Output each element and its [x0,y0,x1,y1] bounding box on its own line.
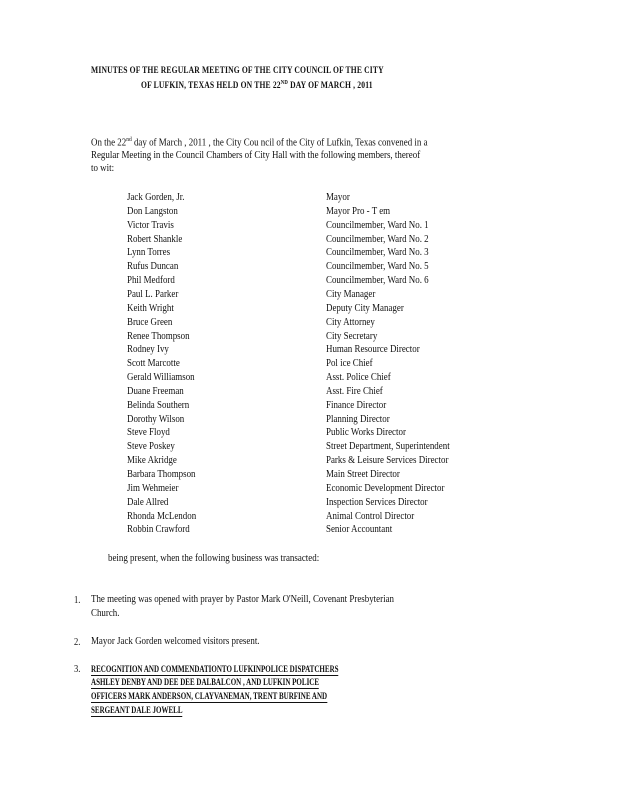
item-1-line-2: Church. [91,608,120,619]
roster-member-name: Robbin Crawford [127,524,190,535]
roster-member-name: Victor Travis [127,220,174,231]
roster-member-title: Senior Accountant [326,524,393,535]
roster-member-name: Jim Wehmeier [127,483,179,494]
being-present-line: being present, when the following business was transacted: [108,553,320,564]
roster-member-title: Mayor Pro - T em [326,206,391,217]
item-3-line-3: OFFICERS MARK ANDERSON, CLAYVANEMAN, TRENT BURFINE AND [91,691,328,701]
minutes-heading-line-1: MINUTES OF THE REGULAR MEETING OF THE CITY COUNCIL OF THE CITY [91,66,384,76]
roster-member-title: Deputy City Manager [326,303,404,314]
roster-member-title: Councilmember, Ward No. 5 [326,261,429,272]
roster-member-name: Lynn Torres [127,247,171,258]
item-3-number: 3. [74,664,81,675]
roster-member-name: Robert Shankle [127,234,183,245]
roster-member-name: Keith Wright [127,303,174,314]
roster-member-name: Belinda Southern [127,400,190,411]
roster-member-title: Inspection Services Director [326,497,428,508]
roster-member-name: Dale Allred [127,497,169,508]
roster-member-title: Animal Control Director [326,511,415,522]
roster-member-title: Street Department, Superintendent [326,441,450,452]
roster-member-name: Gerald Williamson [127,372,195,383]
roster-member-title: Councilmember, Ward No. 3 [326,247,429,258]
roster-member-title: Mayor [326,192,350,203]
roster-member-title: Pol ice Chief [326,358,373,369]
roster-member-name: Jack Gorden, Jr. [127,192,185,203]
roster-member-title: Councilmember, Ward No. 1 [326,220,429,231]
roster-member-name: Renee Thompson [127,331,190,342]
roster-member-name: Barbara Thompson [127,469,196,480]
item-2-line-1: Mayor Jack Gorden welcomed visitors present. [91,636,260,647]
roster-member-name: Steve Floyd [127,427,170,438]
item-2-number: 2. [74,637,81,648]
minutes-heading-line-2: OF LUFKIN, TEXAS HELD ON THE 22ND DAY OF MARCH , 2011 [141,80,373,92]
roster-member-name: Scott Marcotte [127,358,180,369]
intro-line-3: to wit: [91,163,115,174]
roster-member-title: Economic Development Director [326,483,445,494]
roster-member-title: Human Resource Director [326,344,420,355]
roster-member-title: Councilmember, Ward No. 2 [326,234,429,245]
roster-member-title: Main Street Director [326,469,400,480]
roster-member-title: Planning Director [326,414,390,425]
roster-member-name: Steve Poskey [127,441,175,452]
roster-member-name: Rufus Duncan [127,261,179,272]
roster-member-title: Public Works Director [326,427,406,438]
roster-member-name: Rodney Ivy [127,344,169,355]
roster-member-title: Asst. Fire Chief [326,386,383,397]
roster-member-title: Asst. Police Chief [326,372,391,383]
item-3-line-1: RECOGNITION AND COMMENDATIONTO LUFKINPOLICE DISPATCHERS [91,664,339,674]
roster-member-name: Phil Medford [127,275,175,286]
item-3-line-2: ASHLEY DENBY AND DEE DEE DALBALCON , AND LUFKIN POLICE [91,677,320,687]
roster-member-name: Paul L. Parker [127,289,179,300]
roster-member-title: City Manager [326,289,376,300]
roster-member-name: Dorothy Wilson [127,414,185,425]
roster-member-name: Don Langston [127,206,178,217]
item-1-line-1: The meeting was opened with prayer by Pastor Mark O'Neill, Covenant Presbyterian [91,594,394,605]
item-3-line-4: SERGEANT DALE JOWELL [91,705,183,715]
roster-member-title: Finance Director [326,400,387,411]
roster-member-name: Bruce Green [127,317,173,328]
roster-member-title: City Secretary [326,331,378,342]
item-1-number: 1. [74,595,81,606]
roster-member-title: Parks & Leisure Services Director [326,455,449,466]
roster-member-title: Councilmember, Ward No. 6 [326,275,429,286]
roster-member-name: Rhonda McLendon [127,511,197,522]
roster-member-title: City Attorney [326,317,375,328]
intro-line-2: Regular Meeting in the Council Chambers of City Hall with the following members, thereof [91,150,421,161]
roster-member-name: Mike Akridge [127,455,177,466]
roster-member-name: Duane Freeman [127,386,184,397]
intro-line-1: On the 22nd day of March , 2011 , the City Cou ncil of the City of Lufkin, Texas convened in a [91,136,428,149]
